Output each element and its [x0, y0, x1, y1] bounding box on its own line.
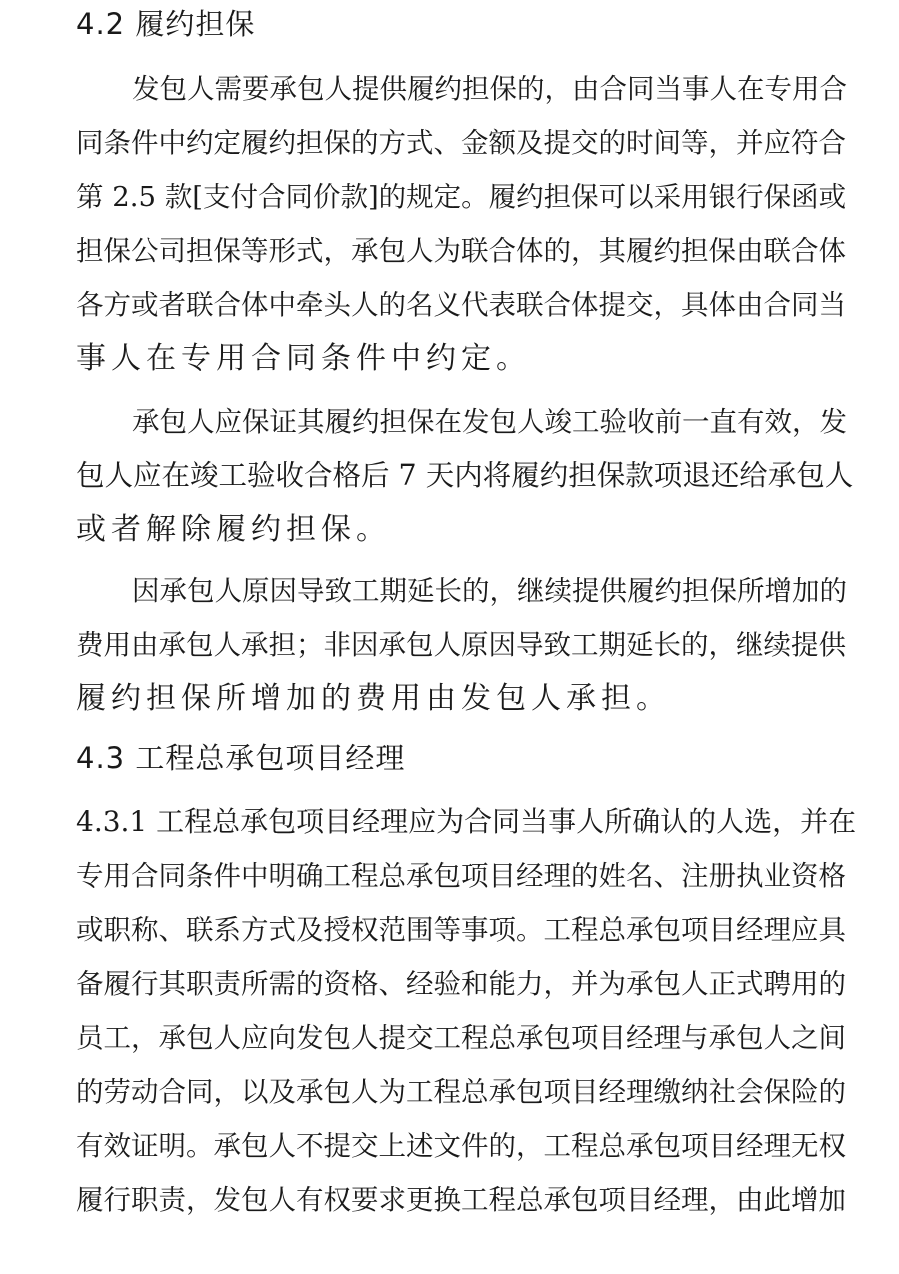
text-line: 各方或者联合体中牵头人的名义代表联合体提交，具体由合同当: [76, 289, 846, 321]
text-line: 第 2.5 款[支付合同价款]的规定。履约担保可以采用银行保函或: [76, 181, 847, 213]
text-line: 履约担保所增加的费用由发包人承担。: [76, 681, 671, 716]
text-line: 包人应在竣工验收合格后 7 天内将履约担保款项退还给承包人: [76, 459, 854, 492]
text-line: 费用由承包人承担；非因承包人原因导致工期延长的，继续提供: [76, 629, 846, 661]
text-line: 事人在专用合同条件中约定。: [76, 341, 531, 376]
section-heading-4-2: 4.2 履约担保: [76, 7, 256, 41]
text-line: 履行职责，发包人有权要求更换工程总承包项目经理，由此增加: [76, 1184, 846, 1216]
section-heading-4-3: 4.3 工程总承包项目经理: [76, 741, 406, 775]
text-line: 发包人需要承包人提供履约担保的，由合同当事人在专用合: [132, 73, 847, 105]
text-line: 有效证明。承包人不提交上述文件的，工程总承包项目经理无权: [76, 1130, 846, 1162]
text-line: 员工，承包人应向发包人提交工程总承包项目经理与承包人之间: [76, 1022, 846, 1054]
text-line: 的劳动合同，以及承包人为工程总承包项目经理缴纳社会保险的: [76, 1076, 846, 1108]
text-line: 专用合同条件中明确工程总承包项目经理的姓名、注册执业资格: [76, 860, 846, 892]
text-line: 或职称、联系方式及授权范围等事项。工程总承包项目经理应具: [76, 914, 846, 946]
text-line: 4.3.1 工程总承包项目经理应为合同当事人所确认的人选，并在: [76, 805, 857, 838]
text-line: 或者解除履约担保。: [76, 512, 391, 547]
text-line: 承包人应保证其履约担保在发包人竣工验收前一直有效，发: [132, 406, 847, 438]
text-line: 备履行其职责所需的资格、经验和能力，并为承包人正式聘用的: [76, 968, 846, 1000]
text-line: 担保公司担保等形式，承包人为联合体的，其履约担保由联合体: [76, 235, 846, 267]
text-line: 因承包人原因导致工期延长的，继续提供履约担保所增加的: [132, 575, 847, 607]
text-line: 同条件中约定履约担保的方式、金额及提交的时间等，并应符合: [76, 127, 846, 159]
